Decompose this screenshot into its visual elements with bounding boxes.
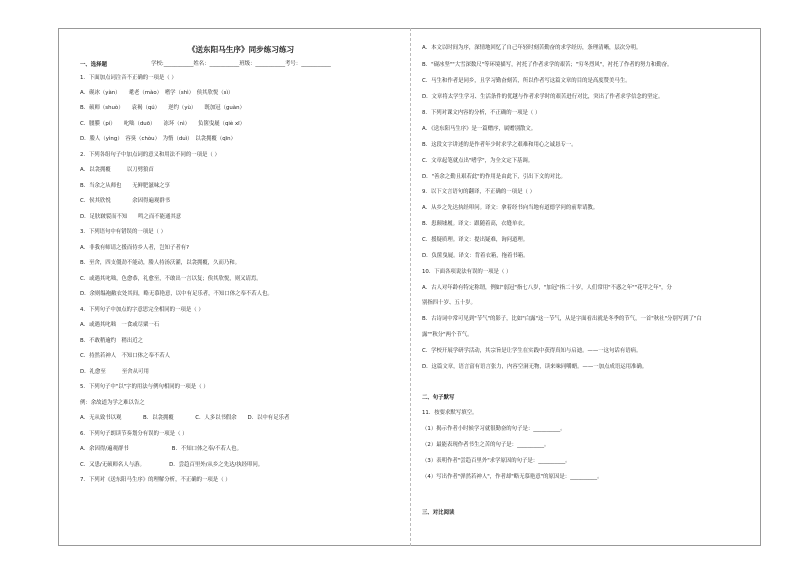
question-line: A．《送东阳马生序》是一篇赠序，属赠别散文。 [422,126,537,132]
question-line: （2）最能表现作者书生之苦的句子是：__________。 [422,442,550,448]
question-line: C．腰膜（pí） 叱咄（duō） 冻坏（nì） 负箧曳屣（qiè xī） [80,121,246,127]
question-line: 9．以下文言语句的翻译，不正确的一项是（ ） [422,189,535,195]
question-line: D．礼愈至 至舍从可用 [80,369,149,375]
question-line: 5．下列句子中"以"字的用法与例句相同的一项是（ ） [80,384,209,390]
question-line: 10．下面各项说法有误的一项是（ ） [422,269,512,275]
question-line: A．古人对年龄有特定称谓，例如"弱冠"指七八岁，"加冠"指二十岁，人们常用"不惑之年""花甲之年"，分 [422,285,672,291]
question-line: 2．下列各组句子中加点词的意义和用法不同的一项是（ ） [80,152,220,158]
question-line: D．这篇文章，语言富有语言张力，内容空洞无物，读来味同嚼蜡。——一加点成语运用准确。 [422,364,648,370]
question-line: 3．下列语句中有错误的一项是（ ） [80,229,167,235]
question-line: 露""秋分"两个节气。 [422,332,473,338]
question-line: A．从乡之先达执经叩问。译文：拿着经书向当地有道德学问的前辈请教。 [422,205,599,211]
question-line: A．非我有师请之援而侍乡人者，岂知子者有? [80,245,189,251]
question-line: D．"善余之勤且艰若此"的作用是由此下，引出下文的对比。 [422,174,566,180]
question-line: 7．下列对《送东阳马生序》的理解分析，不正确的一项是（ ） [80,477,231,483]
question-line: B．硕师（shuò） 袁褐（qú） 逆约（yù） 既加冠（guàn） [80,105,245,111]
question-line: 11．按要求默写填空。 [422,410,478,416]
question-line: D．媵人（yìng） 容臭（chòu） 为惰（duì） 以衾拥覆（qīn） [80,136,236,142]
question-line: C．侯其欣悦 余因得遍观群书 [80,198,171,204]
question-line: B．"砚冰坚""大雪深数尺"等环境描写，衬托了作者求学的艰苦；"穷冬烈风"，衬托了作者的努力和勤奋。 [422,62,673,68]
question-line: 别指四十岁、五十岁。 [422,300,476,306]
question-line: C．援疑质理。译文：提出疑难，询问道理。 [422,237,529,243]
question-line: A．或遇其叱咄 一食或尽粟一石 [80,322,160,328]
question-line: D．负箧曳屣。译文：背着衣箱，拖着书箱。 [422,253,529,259]
column-divider [410,28,411,546]
question-line: A．余因得/遍观群书 B．不知口体之奉/不若人也。 [80,446,242,452]
question-line: （3）表明作者"尝趋百里外"求学原因的句子是：__________。 [422,458,571,464]
question-line: 例：余故道为学之难以告之 [80,400,145,406]
question-line: A．本文以时间为序，深情地回忆了自己年轻时刻苦勤奋的求学经历，条理清晰，层次分明。 [422,45,642,51]
question-line: B．不敢稍逾约 稍出近之 [80,338,143,344]
question-line: A．以衾拥覆 以刀劈狼首 [80,167,154,173]
question-line: B．至舍，四支僵劲不能动，媵人持汤沃灌，以衾拥覆，久而乃和。 [80,260,241,266]
question-line: D．足肤皲裂而不知 鸣之而不能通其意 [80,214,182,220]
question-line: C．又患/无硕师名人与游。 D．尝趋百里外/从乡之先达/执经叩问。 [80,462,264,468]
question-line: C．或遇其叱咄，色愈恭，礼愈至，不敢出一言以复；俟其欣悦，则又请焉。 [80,276,262,282]
question-line: 6．下列句子朗读节奏划分有误的一项是（ ） [80,431,188,437]
question-line: C．马生和作者是同乡，且学习勤奋刻苦，所以作者写这篇文章的目的是高度赞美马生。 [422,78,631,84]
section-heading: 一、选择题 [80,62,107,68]
question-line: D．余则缊袍敝衣处其间，略无慕艳意，以中有足乐者，不知口体之奉不若人也。 [80,291,273,297]
section-heading: 三、对比阅读 [422,510,455,516]
question-line: C．持然若神人 不知口体之奉不若人 [80,353,171,359]
section-heading: 二、句子默写 [422,395,455,401]
question-line: A．砚冰（yàn） 耄老（mào） 嗜学（shì） 侯其欣悦（sì） [80,90,234,96]
question-line: 4．下列句子中加点的字意思完全相同的一项是（ ） [80,307,204,313]
question-line: D．文章将太学生学习、生活条件的优越与作者求学时的艰苦进行对比，突出了作者求学信念的坚定。 [422,94,664,100]
question-line: 1．下面加点词注音不正确的一项是（ ） [80,75,177,81]
question-line: 8．下列对课文内容的分析，不正确的一项是（ ） [422,110,541,116]
student-info-line: 学校:___________姓名：___________班级：___________考号：___________ [151,61,331,67]
question-line: B．这段文字讲述的是作者年少时求学之艰难和用心之诚恳专一。 [422,142,577,148]
question-line: （1）揭示作者小时候学习就很勤奋的句子是：__________。 [422,426,566,432]
question-line: A．无从致书以观 B．以衾拥覆 C．人多以书假余 D．以中有足乐者 [80,415,290,421]
question-line: C．学校开展学研学活动，其宗旨是让学生在实践中获得真知与启迪。——一这句话有语病。 [422,348,642,354]
question-line: B．患颠墟履。译文：跟随着高，衣缝单衣。 [422,221,529,227]
question-line: C．文章起笔就点出"嗜学"，为全文定下基调。 [422,158,534,164]
question-line: B．当余之从师也 无鲜肥滋味之享 [80,183,170,189]
page-title: 《送东阳马生序》同步练习练习 [187,45,295,54]
question-line: （4）写出作者"弹然若神人"，作者却"略无慕艳意"的原因是：__________。 [422,474,603,480]
question-line: B．古诗词中常可见到"节气"的影子，比如"白露"这一节气，从是字面看出就是冬季的节气，一首"秋社"分别写到了"白 [422,316,702,322]
